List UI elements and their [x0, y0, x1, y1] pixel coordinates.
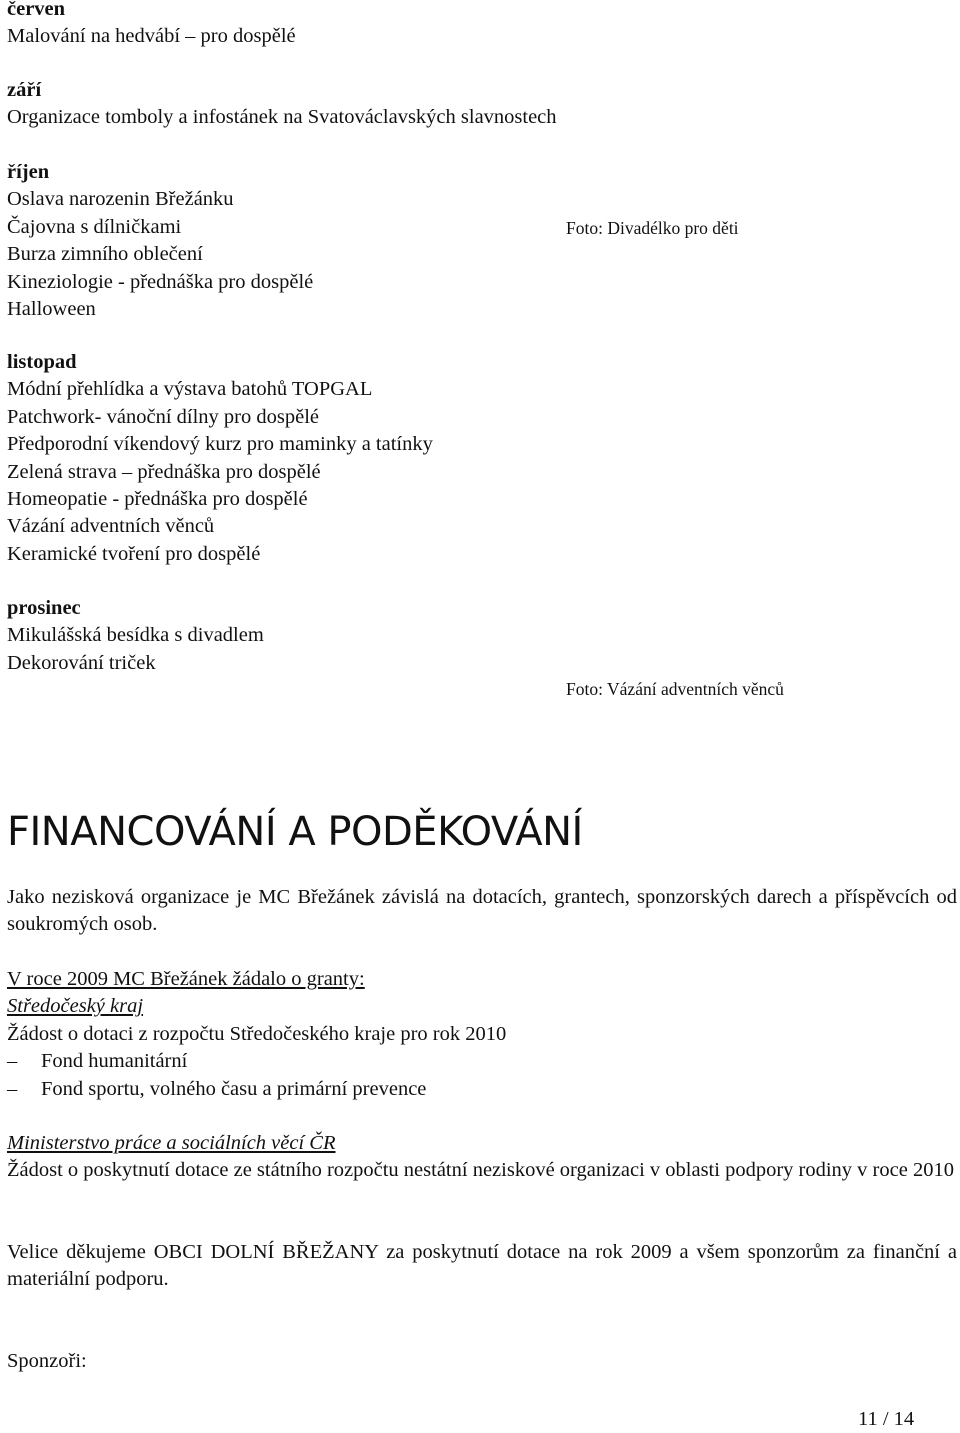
event-item: Vázání adventních věnců — [7, 515, 215, 538]
fund-label: Fond humanitární — [41, 1050, 188, 1073]
grants-block — [7, 966, 957, 1103]
page-number: 11 / 14 — [858, 1408, 915, 1430]
month-heading: září — [7, 79, 42, 101]
event-item: Burza zimního oblečení — [7, 243, 203, 266]
ministry-block — [7, 1130, 957, 1185]
month-heading: prosinec — [7, 597, 81, 619]
ministry-name: Ministerstvo práce a sociálních věcí ČR — [7, 1132, 336, 1154]
fund-item — [7, 1048, 957, 1075]
dash-bullet-icon: – — [7, 1050, 18, 1073]
sponsors-label: Sponzoři: — [7, 1350, 87, 1372]
section-zari — [7, 77, 557, 132]
fund-item — [7, 1076, 957, 1103]
region-request: Žádost o dotaci z rozpočtu Středočeského kraje pro rok 2010 — [7, 1022, 507, 1045]
fund-label: Fond sportu, volného času a primární prevence — [41, 1077, 427, 1100]
thanks-paragraph: Velice děkujeme OBCI DOLNÍ BŘEŽANY za poskytnutí dotace na rok 2009 a všem sponzorům za finanční a materiální podporu. — [7, 1241, 957, 1291]
event-item: Patchwork- vánoční dílny pro dospělé — [7, 405, 319, 428]
event-item: Zelená strava – přednáška pro dospělé — [7, 460, 321, 483]
section-listopad — [7, 349, 433, 568]
event-item: Organizace tomboly a infostánek na Svatováclavských slavnostech — [7, 106, 557, 129]
section-rijen — [7, 159, 313, 323]
month-heading: říjen — [7, 161, 50, 183]
month-heading: listopad — [7, 351, 77, 373]
grants-heading: V roce 2009 MC Břežánek žádalo o granty: — [7, 968, 365, 990]
event-item: Kineziologie - přednáška pro dospělé — [7, 270, 314, 293]
ministry-request: Žádost o poskytnutí dotace ze státního rozpočtu nestátní neziskové organizaci v oblasti podpory rodiny v roce 2010 — [7, 1159, 954, 1182]
event-item: Módní přehlídka a výstava batohů TOPGAL — [7, 378, 373, 401]
month-heading: červen — [7, 0, 66, 20]
section-prosinec — [7, 595, 264, 677]
financing-intro: Jako nezisková organizace je MC Břežánek závislá na dotacích, grantech, sponzorských darech a příspěvcích od soukromých osob. — [7, 886, 957, 936]
section-cerven — [7, 0, 296, 51]
event-item: Malování na hedvábí – pro dospělé — [7, 25, 296, 48]
financing-heading: FINANCOVÁNÍ A PODĚKOVÁNÍ — [7, 809, 583, 855]
event-item: Čajovna s dílničkami — [7, 215, 182, 238]
event-item: Dekorování triček — [7, 651, 156, 674]
event-item: Halloween — [7, 298, 96, 321]
region-name: Středočeský kraj — [7, 995, 144, 1018]
dash-bullet-icon: – — [7, 1077, 18, 1100]
event-item: Mikulášská besídka s divadlem — [7, 624, 264, 647]
event-item: Homeopatie - přednáška pro dospělé — [7, 488, 308, 511]
event-item: Předporodní víkendový kurz pro maminky a tatínky — [7, 433, 433, 456]
photo-caption-divadelko: Foto: Divadélko pro děti — [566, 218, 739, 238]
event-item: Oslava narozenin Břežánku — [7, 188, 234, 211]
event-item: Keramické tvoření pro dospělé — [7, 542, 261, 565]
photo-caption-venc: Foto: Vázání adventních věnců — [566, 679, 784, 699]
